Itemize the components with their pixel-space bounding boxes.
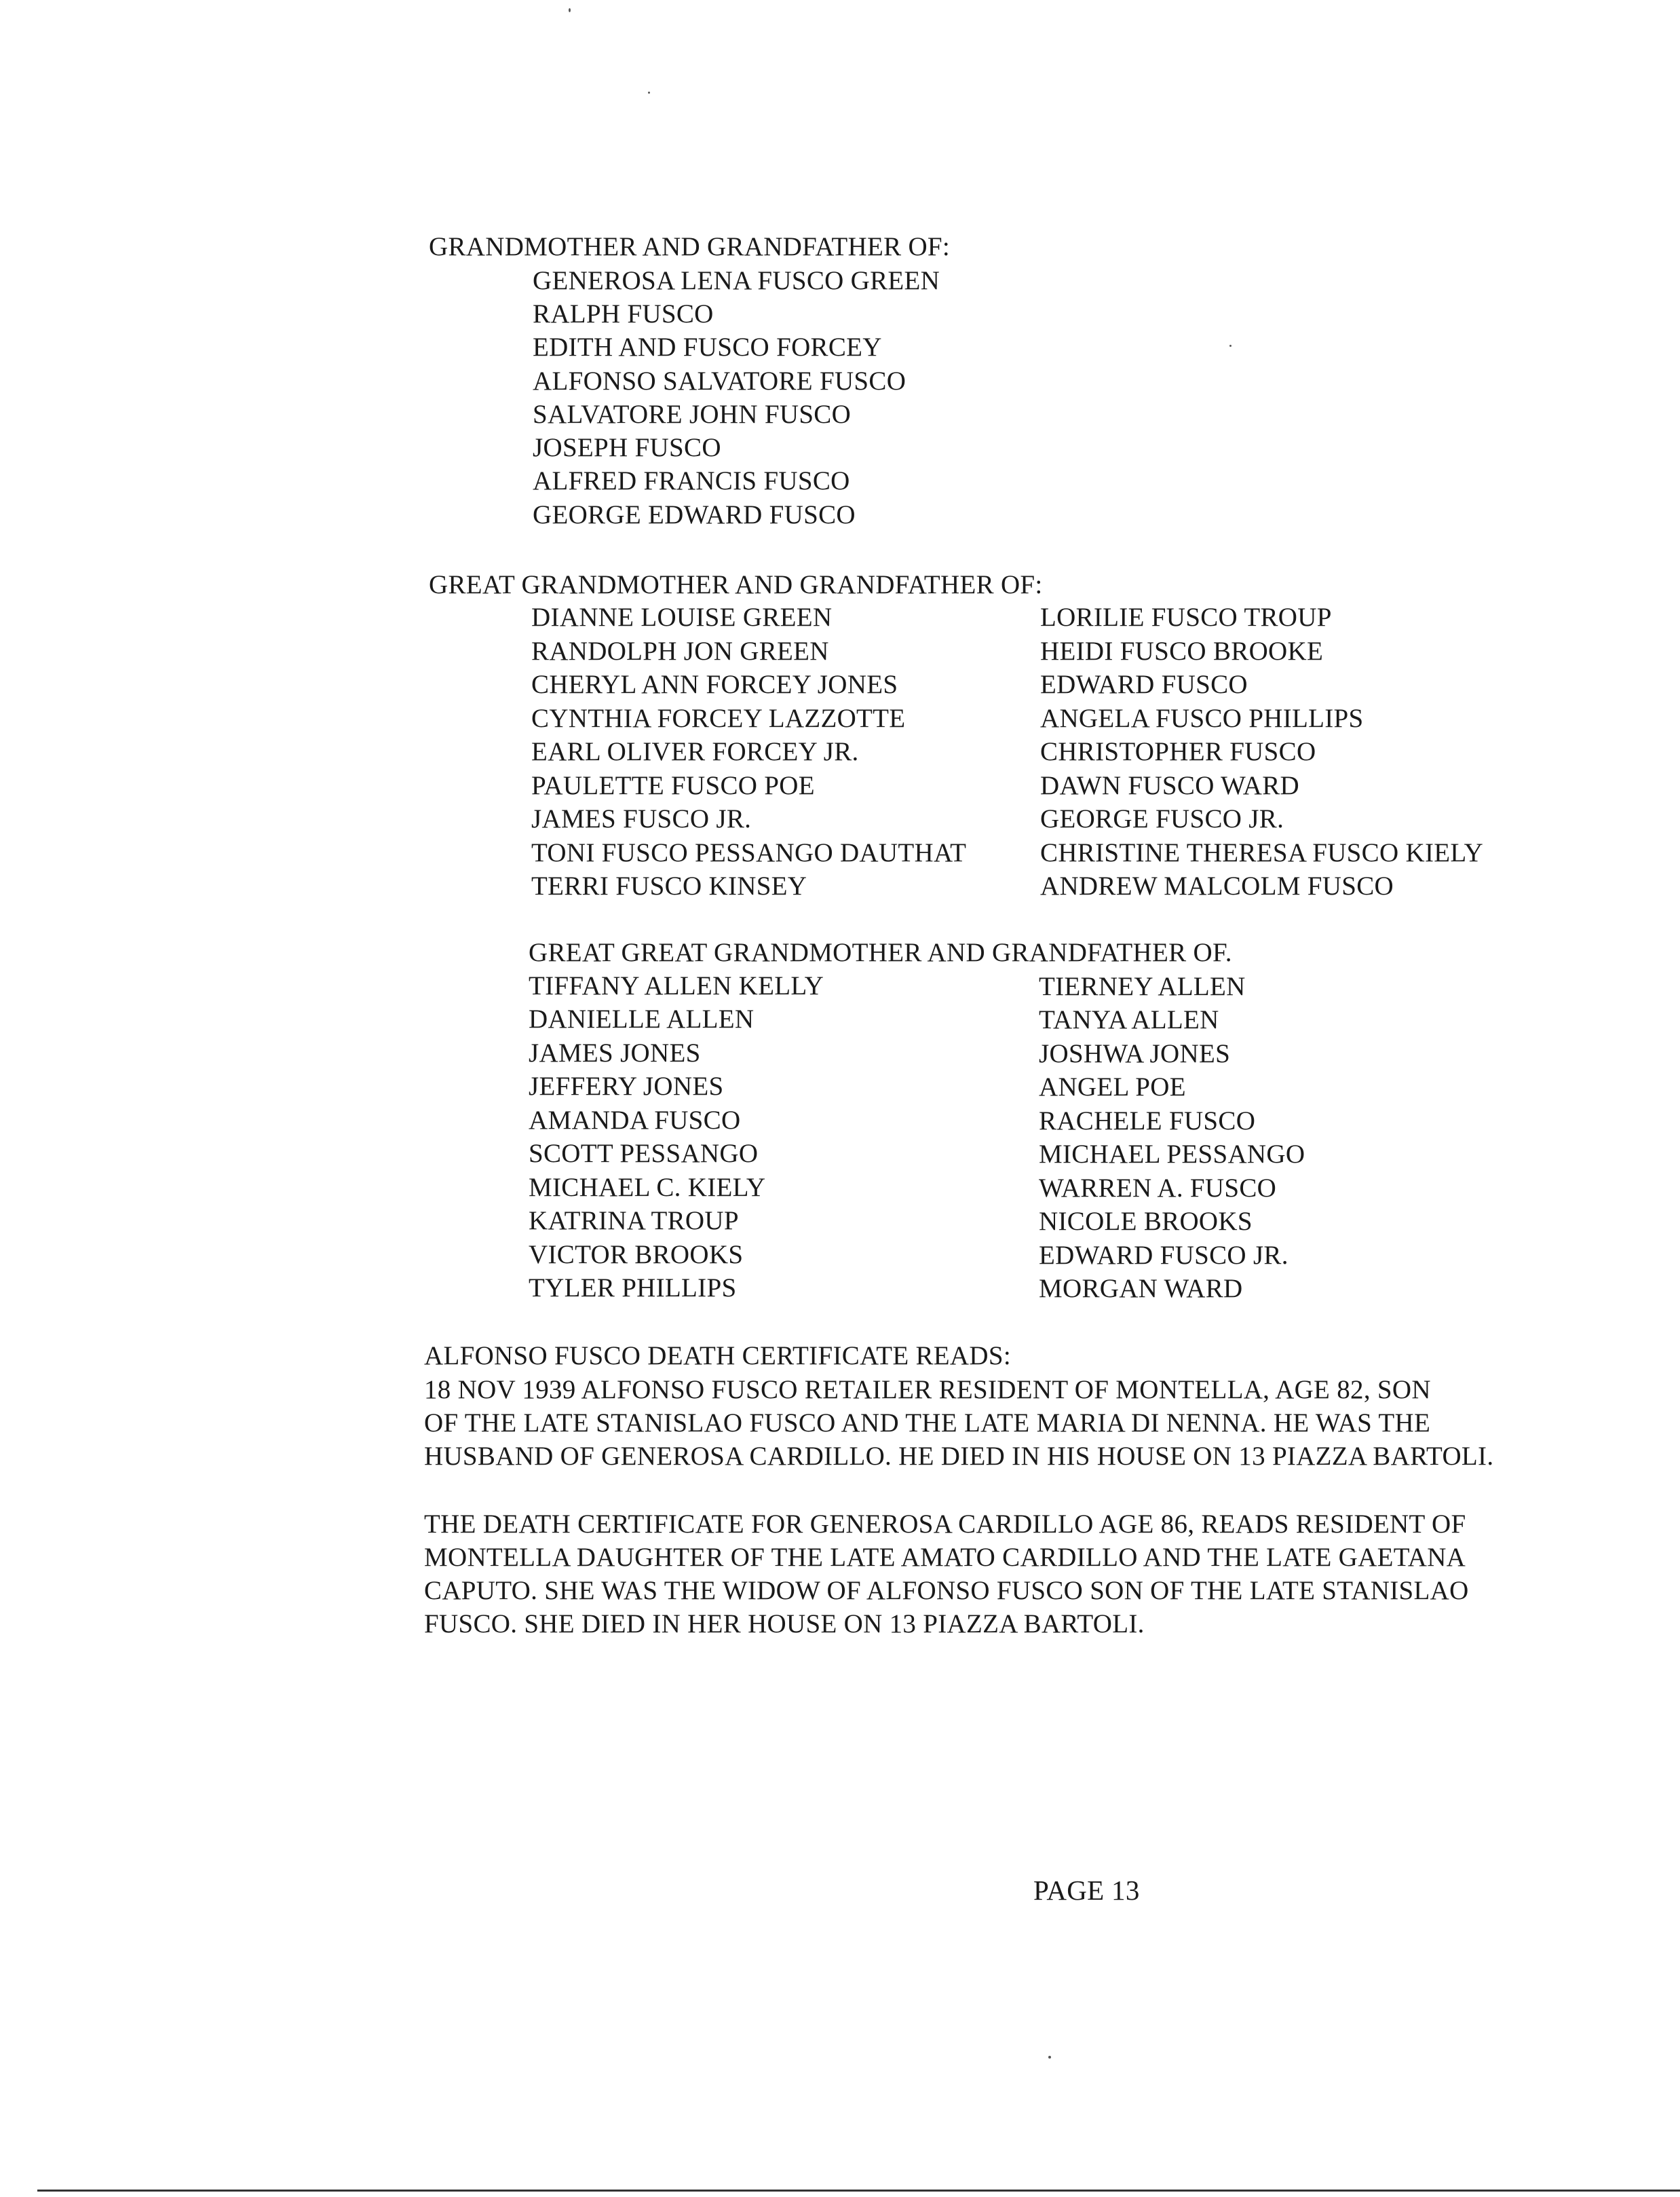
great-grandchild-name: CYNTHIA FORCEY LAZZOTTE	[531, 704, 906, 733]
bottom-rule	[37, 2190, 1680, 2192]
grandchild-name: ALFRED FRANCIS FUSCO	[533, 466, 850, 495]
great-great-grandchild-name: NICOLE BROOKS	[1039, 1207, 1253, 1236]
great-grandchild-name: EDWARD FUSCO	[1040, 670, 1248, 699]
certificate2-text-line: THE DEATH CERTIFICATE FOR GENEROSA CARDILLO AGE 86, READS RESIDENT OF	[424, 1509, 1466, 1539]
great-great-grandchild-name: VICTOR BROOKS	[529, 1240, 744, 1269]
great-great-grandchild-name: TANYA ALLEN	[1039, 1005, 1219, 1034]
section1-heading: GRANDMOTHER AND GRANDFATHER OF:	[429, 232, 951, 261]
great-grandchild-name: CHERYL ANN FORCEY JONES	[531, 670, 898, 699]
great-great-grandchild-name: SCOTT PESSANGO	[529, 1139, 759, 1168]
grandchild-name: ALFONSO SALVATORE FUSCO	[533, 367, 906, 396]
certificate2-text-line: FUSCO. SHE DIED IN HER HOUSE ON 13 PIAZZA BARTOLI.	[424, 1609, 1145, 1638]
section3-heading: GREAT GREAT GRANDMOTHER AND GRANDFATHER OF.	[529, 938, 1232, 967]
scan-speck	[648, 92, 650, 94]
scan-speck	[1048, 2056, 1051, 2059]
grandchild-name: GENEROSA LENA FUSCO GREEN	[533, 266, 940, 295]
great-great-grandchild-name: TIFFANY ALLEN KELLY	[529, 971, 824, 1000]
certificate1-text-line: 18 NOV 1939 ALFONSO FUSCO RETAILER RESIDENT OF MONTELLA, AGE 82, SON	[424, 1375, 1431, 1404]
great-grandchild-name: ANGELA FUSCO PHILLIPS	[1040, 704, 1364, 733]
great-great-grandchild-name: JOSHWA JONES	[1039, 1039, 1231, 1068]
great-grandchild-name: PAULETTE FUSCO POE	[531, 771, 815, 800]
great-grandchild-name: JAMES FUSCO JR.	[531, 804, 752, 833]
great-grandchild-name: TERRI FUSCO KINSEY	[531, 871, 807, 901]
grandchild-name: GEORGE EDWARD FUSCO	[533, 500, 856, 529]
great-grandchild-name: DIANNE LOUISE GREEN	[531, 603, 833, 632]
great-grandchild-name: EARL OLIVER FORCEY JR.	[531, 737, 859, 766]
great-grandchild-name: GEORGE FUSCO JR.	[1040, 804, 1284, 833]
page-number: PAGE 13	[1033, 1875, 1140, 1906]
great-great-grandchild-name: KATRINA TROUP	[529, 1206, 739, 1235]
great-great-grandchild-name: JEFFERY JONES	[529, 1072, 724, 1101]
scan-speck	[1229, 345, 1232, 347]
grandchild-name: SALVATORE JOHN FUSCO	[533, 400, 852, 429]
great-great-grandchild-name: TIERNEY ALLEN	[1039, 972, 1246, 1001]
certificate1-text-line: HUSBAND OF GENEROSA CARDILLO. HE DIED IN HIS HOUSE ON 13 PIAZZA BARTOLI.	[424, 1442, 1494, 1471]
great-grandchild-name: CHRISTINE THERESA FUSCO KIELY	[1040, 838, 1484, 867]
great-grandchild-name: TONI FUSCO PESSANGO DAUTHAT	[531, 838, 967, 867]
great-great-grandchild-name: EDWARD FUSCO JR.	[1039, 1241, 1288, 1270]
great-grandchild-name: CHRISTOPHER FUSCO	[1040, 737, 1316, 766]
great-great-grandchild-name: RACHELE FUSCO	[1039, 1106, 1256, 1135]
great-great-grandchild-name: MICHAEL C. KIELY	[529, 1173, 766, 1202]
grandchild-name: JOSEPH FUSCO	[533, 433, 721, 462]
great-grandchild-name: HEIDI FUSCO BROOKE	[1040, 637, 1324, 666]
great-grandchild-name: RANDOLPH JON GREEN	[531, 637, 829, 666]
great-great-grandchild-name: JAMES JONES	[529, 1038, 701, 1068]
certificate1-text-line: OF THE LATE STANISLAO FUSCO AND THE LATE MARIA DI NENNA. HE WAS THE	[424, 1408, 1431, 1438]
section2-heading: GREAT GRANDMOTHER AND GRANDFATHER OF:	[429, 570, 1043, 599]
great-great-grandchild-name: MORGAN WARD	[1039, 1274, 1243, 1303]
grandchild-name: RALPH FUSCO	[533, 299, 714, 328]
great-grandchild-name: DAWN FUSCO WARD	[1040, 771, 1300, 800]
great-great-grandchild-name: MICHAEL PESSANGO	[1039, 1140, 1305, 1169]
great-great-grandchild-name: TYLER PHILLIPS	[529, 1273, 737, 1302]
great-great-grandchild-name: AMANDA FUSCO	[529, 1106, 741, 1135]
great-great-grandchild-name: WARREN A. FUSCO	[1039, 1173, 1277, 1203]
certificate1-heading: ALFONSO FUSCO DEATH CERTIFICATE READS:	[424, 1341, 1011, 1370]
great-grandchild-name: ANDREW MALCOLM FUSCO	[1040, 871, 1394, 901]
great-great-grandchild-name: DANIELLE ALLEN	[529, 1004, 755, 1034]
great-grandchild-name: LORILIE FUSCO TROUP	[1040, 603, 1332, 632]
grandchild-name: EDITH AND FUSCO FORCEY	[533, 333, 882, 362]
certificate2-text-line: CAPUTO. SHE WAS THE WIDOW OF ALFONSO FUSCO SON OF THE LATE STANISLAO	[424, 1576, 1469, 1605]
certificate2-text-line: MONTELLA DAUGHTER OF THE LATE AMATO CARDILLO AND THE LATE GAETANA	[424, 1543, 1466, 1572]
scan-speck	[569, 8, 571, 12]
great-great-grandchild-name: ANGEL POE	[1039, 1072, 1186, 1102]
